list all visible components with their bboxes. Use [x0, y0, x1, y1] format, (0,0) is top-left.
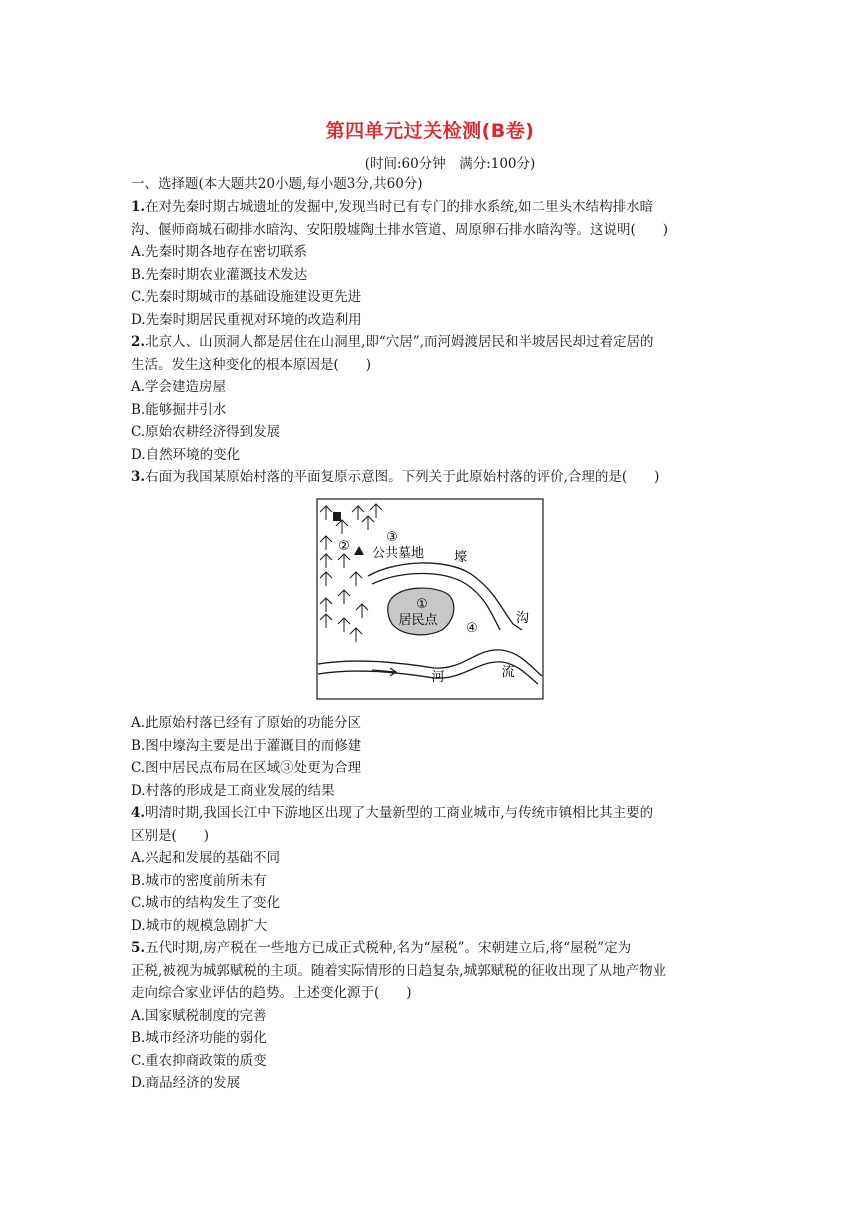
question-3-option-a[interactable]: A.此原始村落已经有了原始的功能分区 [131, 715, 362, 731]
question-1-option-b[interactable]: B.先秦时期农业灌溉技术发达 [131, 267, 308, 283]
question-5-number: 5. [131, 940, 146, 956]
area-2-label: ② [338, 539, 350, 554]
question-3-option-d[interactable]: D.村落的形成是工商业发展的结果 [131, 783, 335, 799]
question-1-stem-line-1: 1.在对先秦时期古城遗址的发掘中,发现当时已有专门的排水系统,如二里头木结构排水暗 [131, 199, 654, 215]
question-4-option-a[interactable]: A.兴起和发展的基础不同 [131, 850, 281, 866]
question-2-stem-line-1: 2.北京人、山顶洞人都是居住在山洞里,即“穴居”,而河姆渡居民和半坡居民却过着定居的 [131, 334, 654, 350]
question-1-stem-line-2: 沟、偃师商城石砌排水暗沟、安阳殷墟陶土排水管道、周原卵石排水暗沟等。这说明( ) [131, 222, 669, 238]
area-4-label: ④ [466, 621, 478, 636]
area-1-label: ① [416, 597, 428, 612]
question-4-stem-line-2: 区别是( ) [131, 828, 210, 844]
question-5-stem-line-1: 5.五代时期,房产税在一些地方已成正式税种,名为“屋税”。宋朝建立后,将“屋税”定为 [131, 940, 632, 956]
question-5-option-b[interactable]: B.城市经济功能的弱化 [131, 1030, 267, 1046]
question-2-option-b[interactable]: B.能够掘井引水 [131, 402, 227, 418]
river-label-1: 河 [431, 670, 445, 685]
question-4-option-b[interactable]: B.城市的密度前所未有 [131, 873, 267, 889]
question-2-option-c[interactable]: C.原始农耕经济得到发展 [131, 424, 281, 440]
moat-label-2: 沟 [516, 611, 530, 626]
cemetery-label: 公共墓地 [372, 546, 425, 561]
question-5-option-d[interactable]: D.商品经济的发展 [131, 1075, 241, 1091]
question-2-option-a[interactable]: A.学会建造房屋 [131, 379, 227, 395]
question-3-option-c[interactable]: C.图中居民点布局在区域③处更为合理 [131, 760, 362, 776]
question-2-stem-line-2: 生活。发生这种变化的根本原因是( ) [131, 357, 372, 373]
exam-time-score: (时间:60分钟 满分:100分) [364, 156, 536, 172]
question-5-stem-line-3: 走向综合家业评估的趋势。上述变化源于( ) [131, 985, 412, 1001]
question-2-number: 2. [131, 334, 146, 350]
question-4-stem-line-1: 4.明清时期,我国长江中下游地区出现了大量新型的工商业城市,与传统市镇相比其主要的 [131, 805, 654, 821]
question-4-number: 4. [131, 805, 146, 821]
black-square-marker [333, 512, 341, 521]
village-plan-figure [316, 498, 544, 700]
river-label-2: 流 [501, 665, 515, 680]
settlement-label: 居民点 [398, 613, 438, 628]
section-heading: 一、选择题(本大题共20小题,每小题3分,共60分) [131, 176, 423, 192]
question-5-option-a[interactable]: A.国家赋税制度的完善 [131, 1008, 267, 1024]
question-1-option-a[interactable]: A.先秦时期各地存在密切联系 [131, 244, 308, 260]
question-1-option-c[interactable]: C.先秦时期城市的基础设施建设更先进 [131, 289, 362, 305]
question-3-stem-line-1: 3.右面为我国某原始村落的平面复原示意图。下列关于此原始村落的评价,合理的是( ) [131, 469, 660, 485]
area-3-label: ③ [386, 530, 398, 545]
question-2-option-d[interactable]: D.自然环境的变化 [131, 447, 241, 463]
question-1-option-d[interactable]: D.先秦时期居民重视对环境的改造利用 [131, 312, 362, 328]
page-title: 第四单元过关检测(B卷) [325, 120, 535, 142]
moat-label-1: 壕 [454, 550, 468, 565]
question-3-number: 3. [131, 469, 146, 485]
question-5-stem-line-2: 正税,被视为城郭赋税的主项。随着实际情形的日趋复杂,城郭赋税的征收出现了从地产物业 [131, 963, 667, 979]
question-5-option-c[interactable]: C.重农抑商政策的质变 [131, 1053, 267, 1069]
question-3-option-b[interactable]: B.图中壕沟主要是出于灌溉目的而修建 [131, 738, 362, 754]
question-4-option-c[interactable]: C.城市的结构发生了变化 [131, 895, 281, 911]
question-1-number: 1. [131, 199, 146, 215]
question-4-option-d[interactable]: D.城市的规模急剧扩大 [131, 918, 268, 934]
